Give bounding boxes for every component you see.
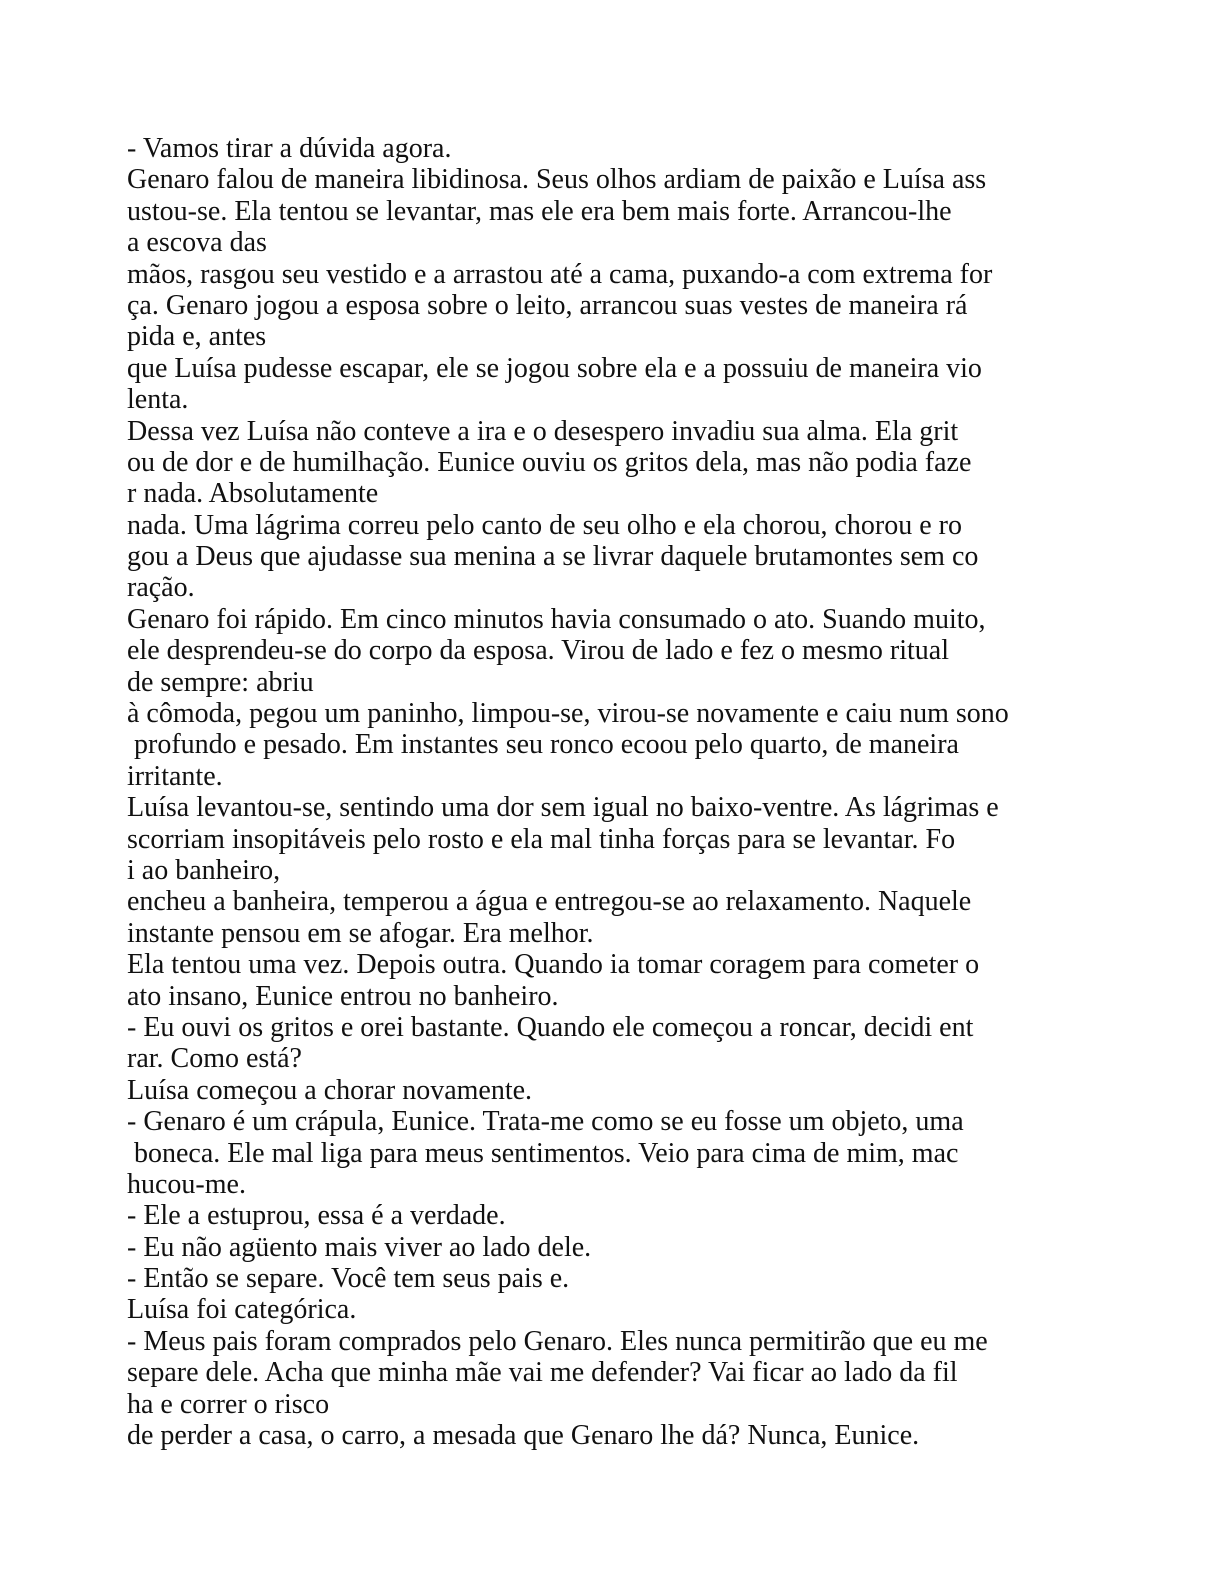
text-line: nada. Uma lágrima correu pelo canto de seu olho e ela chorou, chorou e ro: [127, 509, 962, 541]
text-line: rar. Como está?: [127, 1043, 302, 1075]
text-line: de perder a casa, o carro, a mesada que Genaro lhe dá? Nunca, Eunice.: [127, 1420, 920, 1452]
text-line: - Genaro é um crápula, Eunice. Trata-me como se eu fosse um objeto, uma: [127, 1106, 964, 1138]
text-line: que Luísa pudesse escapar, ele se jogou sobre ela e a possuiu de maneira vio: [127, 352, 982, 384]
text-line: mãos, rasgou seu vestido e a arrastou até a cama, puxando-a com extrema for: [127, 258, 993, 290]
text-line: Dessa vez Luísa não conteve a ira e o desespero invadiu sua alma. Ela grit: [127, 415, 959, 447]
text-line: ha e correr o risco: [127, 1388, 330, 1420]
text-line: Luísa foi categórica.: [127, 1294, 357, 1326]
text-line: pida e, antes: [127, 321, 267, 353]
text-line: a escova das: [127, 227, 267, 259]
text-line: instante pensou em se afogar. Era melhor.: [127, 917, 594, 949]
text-line: gou a Deus que ajudasse sua menina a se livrar daquele brutamontes sem co: [127, 541, 979, 573]
text-line: - Vamos tirar a dúvida agora.: [127, 133, 452, 164]
text-line: ou de dor e de humilhação. Eunice ouviu os gritos dela, mas não podia faze: [127, 446, 972, 478]
text-line: profundo e pesado. Em instantes seu ronco ecoou pelo quarto, de maneira: [127, 729, 959, 761]
text-line: de sempre: abriu: [127, 666, 314, 698]
text-line: - Eu ouvi os gritos e orei bastante. Quando ele começou a roncar, decidi ent: [127, 1011, 974, 1043]
text-line: irritante.: [127, 760, 223, 792]
text-line: Genaro foi rápido. Em cinco minutos havia consumado o ato. Suando muito,: [127, 603, 986, 635]
text-line: - Ele a estuprou, essa é a verdade.: [127, 1200, 506, 1232]
text-line: Ela tentou uma vez. Depois outra. Quando ia tomar coragem para cometer o: [127, 949, 980, 981]
text-line: - Eu não agüento mais viver ao lado dele.: [127, 1231, 592, 1263]
text-line: Luísa levantou-se, sentindo uma dor sem igual no baixo-ventre. As lágrimas e: [127, 792, 999, 824]
text-line: ração.: [127, 572, 195, 604]
text-line: ustou-se. Ela tentou se levantar, mas ele era bem mais forte. Arrancou-lhe: [127, 195, 952, 227]
text-line: lenta.: [127, 384, 189, 416]
text-line: - Então se separe. Você tem seus pais e.: [127, 1263, 570, 1295]
text-line: boneca. Ele mal liga para meus sentimentos. Veio para cima de mim, mac: [127, 1137, 959, 1169]
text-line: i ao banheiro,: [127, 854, 281, 886]
text-line: separe dele. Acha que minha mãe vai me defender? Vai ficar ao lado da fil: [127, 1357, 958, 1389]
text-line: scorriam insopitáveis pelo rosto e ela mal tinha forças para se levantar. Fo: [127, 823, 956, 855]
text-line: Luísa começou a chorar novamente.: [127, 1074, 533, 1106]
document-text: [127, 133, 1187, 1451]
text-line: r nada. Absolutamente: [127, 478, 379, 510]
text-line: Genaro falou de maneira libidinosa. Seus olhos ardiam de paixão e Luísa ass: [127, 164, 987, 196]
text-line: ça. Genaro jogou a esposa sobre o leito, arrancou suas vestes de maneira rá: [127, 289, 968, 321]
text-line: hucou-me.: [127, 1168, 246, 1200]
text-line: ato insano, Eunice entrou no banheiro.: [127, 980, 559, 1012]
text-line: encheu a banheira, temperou a água e entregou-se ao relaxamento. Naquele: [127, 886, 972, 918]
text-line: - Meus pais foram comprados pelo Genaro. Eles nunca permitirão que eu me: [127, 1325, 988, 1357]
text-line: ele desprendeu-se do corpo da esposa. Virou de lado e fez o mesmo ritual: [127, 635, 949, 667]
text-line: à cômoda, pegou um paninho, limpou-se, virou-se novamente e caiu num sono: [127, 698, 1009, 730]
